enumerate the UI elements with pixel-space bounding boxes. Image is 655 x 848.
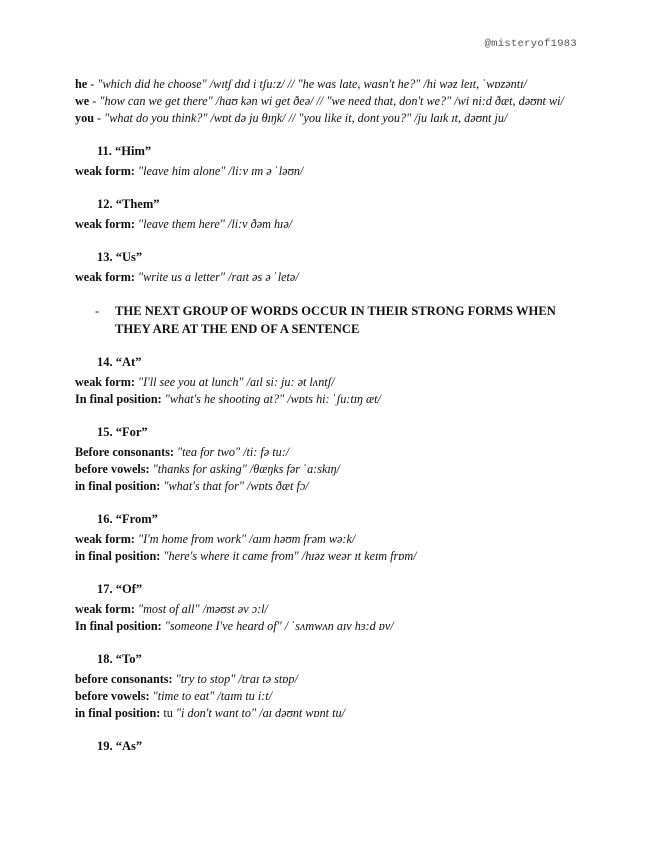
- watermark: @misteryof1983: [484, 38, 577, 50]
- section-heading: 16. “From”: [97, 512, 158, 526]
- row-prefix: tu: [160, 706, 176, 720]
- pronoun-word: you: [75, 111, 94, 125]
- row-example: "leave them here" /li:v ðəm hɪə/: [137, 217, 293, 231]
- example-row: [75, 216, 585, 233]
- sections-weak-forms: [75, 127, 585, 286]
- pronoun-word: he: [75, 77, 88, 91]
- row-label: in final position:: [75, 479, 161, 493]
- row-label: before vowels:: [75, 462, 150, 476]
- row-example: "here's where it came from" /hɪəz weər ɪt keɪm frɒm/: [163, 549, 417, 563]
- pronoun-example: "what do you think?" /wɒt də ju θɪŋk/ // "you like it, dont you?" /ju laɪk ɪt, dəʊnt ju/: [104, 111, 508, 125]
- bullet-note: [75, 302, 585, 338]
- row-label: weak form:: [75, 532, 135, 546]
- row-label: before consonants:: [75, 672, 173, 686]
- section-heading: 13. “Us”: [97, 250, 143, 264]
- pronoun-examples: [75, 76, 585, 127]
- row-label: weak form:: [75, 602, 135, 616]
- row-label: weak form:: [75, 217, 135, 231]
- row-example: "I'm home from work" /aɪm həʊm frəm wə:k/: [137, 532, 356, 546]
- section-heading: 18. “To”: [97, 652, 142, 666]
- example-row: [75, 671, 585, 688]
- document-body: [75, 76, 585, 758]
- row-example: "someone I've heard of" / ˈsʌmwʌn aɪv hɜ:d ɒv/: [164, 619, 394, 633]
- pronoun-separator: -: [87, 77, 98, 91]
- row-example: "time to eat" /taɪm tu i:t/: [152, 689, 273, 703]
- row-label: In final position:: [75, 392, 162, 406]
- row-label: weak form:: [75, 270, 135, 284]
- pronoun-word: we: [75, 94, 90, 108]
- row-label: in final position:: [75, 706, 161, 720]
- example-row: [75, 374, 585, 391]
- pronoun-line: [75, 93, 585, 110]
- pronoun-line: [75, 76, 585, 93]
- example-row: [75, 531, 585, 548]
- example-row: [75, 269, 585, 286]
- row-label: weak form:: [75, 375, 135, 389]
- row-example: "leave him alone" /li:v ɪm ə ˈləʊn/: [137, 164, 304, 178]
- example-row: [75, 163, 585, 180]
- row-example: "tea for two" /ti: fə tu:/: [177, 445, 290, 459]
- row-label: in final position:: [75, 549, 161, 563]
- row-label: In final position:: [75, 619, 162, 633]
- example-row: [75, 391, 585, 408]
- row-label: before vowels:: [75, 689, 150, 703]
- row-example: "what's he shooting at?" /wɒts hi: ˈʃu:tɪŋ æt/: [164, 392, 381, 406]
- pronoun-line: [75, 110, 585, 127]
- row-label: Before consonants:: [75, 445, 174, 459]
- bullet-dash: -: [95, 304, 100, 318]
- row-example: "try to stop" /traɪ tə stɒp/: [175, 672, 298, 686]
- pronoun-example: "how can we get there" /haʊ kən wi get ðeə/ // "we need that, don't we?" /wi ni:d ðæt, dəʊnt wi/: [99, 94, 564, 108]
- row-example: "most of all" /məʊst əv ɔ:l/: [137, 602, 268, 616]
- pronoun-separator: -: [93, 111, 105, 125]
- row-example: "write us a letter" /raɪt əs ə ˈletə/: [137, 270, 299, 284]
- section-heading: 19. “As”: [97, 739, 143, 753]
- example-row: [75, 461, 585, 478]
- section-heading: 11. “Him”: [97, 144, 152, 158]
- example-row: [75, 688, 585, 705]
- row-example: "I'll see you at lunch" /aɪl si: ju: ət lʌntʃ/: [137, 375, 335, 389]
- pronoun-separator: -: [89, 94, 100, 108]
- example-row: [75, 618, 585, 635]
- example-row: [75, 444, 585, 461]
- example-row: [75, 705, 585, 722]
- example-row: [75, 478, 585, 495]
- bullet-text: THE NEXT GROUP OF WORDS OCCUR IN THEIR STRONG FORMS WHEN THEY ARE AT THE END OF A SENTENCE: [115, 304, 556, 336]
- row-label: weak form:: [75, 164, 135, 178]
- section-heading: 12. “Them”: [97, 197, 160, 211]
- pronoun-example: "which did he choose" /wɪtʃ dɪd i tʃu:z/ // "he was late, wasn't he?" /hi wəz leɪt, ˈwɒzəntɪ/: [97, 77, 527, 91]
- section-heading: 17. “Of”: [97, 582, 143, 596]
- example-row: [75, 601, 585, 618]
- section-heading: 15. “For”: [97, 425, 148, 439]
- example-row: [75, 548, 585, 565]
- sections-strong-forms: [75, 338, 585, 758]
- row-example: "i don't want to" /aɪ dəʊnt wɒnt tu/: [175, 706, 345, 720]
- row-example: "what's that for" /wɒts ðæt fɔ/: [163, 479, 309, 493]
- row-example: "thanks for asking" /θæŋks fər ˈa:skɪŋ/: [152, 462, 340, 476]
- section-heading: 14. “At”: [97, 355, 142, 369]
